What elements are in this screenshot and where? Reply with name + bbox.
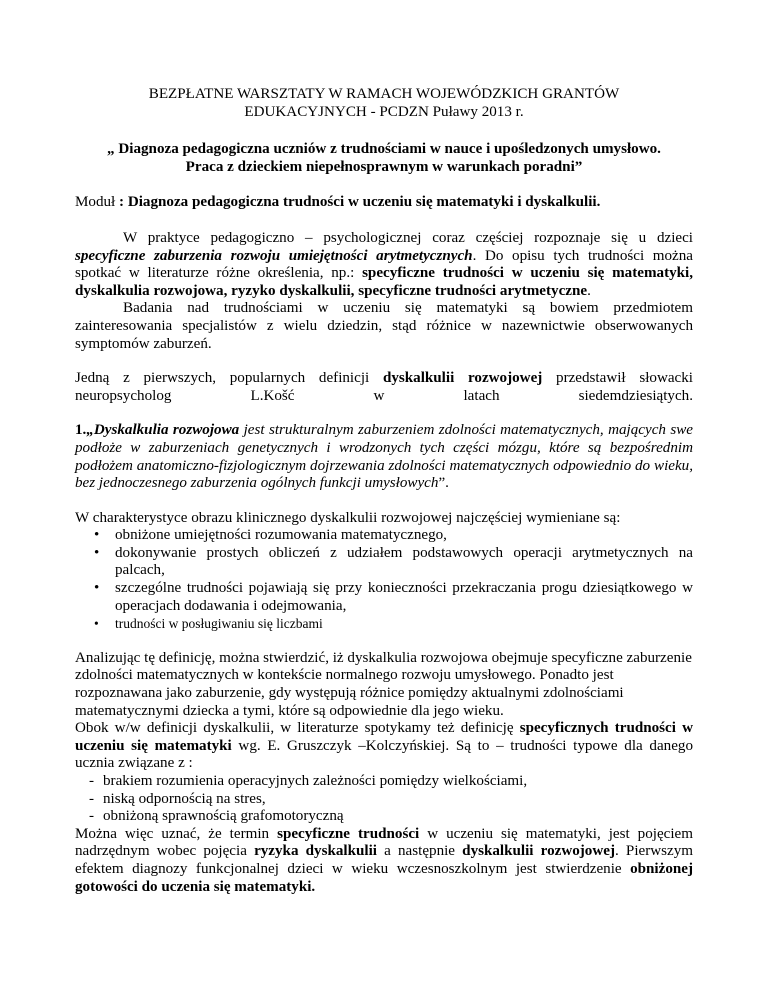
specific-difficulties-paragraph (75, 720, 693, 773)
dash-icon: - (89, 808, 95, 825)
list-item-text: obniżone umiejętności rozumowania matematycznego, (115, 527, 447, 544)
bullet-icon: • (94, 544, 100, 561)
list-item (75, 808, 693, 826)
list-item (75, 527, 693, 545)
intro-paragraph (75, 230, 693, 300)
conclusion-text-2: w uczeniu się matematyki, jest pojęciem nadrzędnym wobec pojęcia (75, 825, 693, 860)
list-item (75, 773, 693, 791)
conclusion-paragraph (75, 826, 693, 896)
bullet-icon: • (94, 616, 99, 632)
list-item-text: obniżoną sprawnością grafomotoryczną (103, 808, 344, 825)
dash-icon: - (89, 790, 95, 807)
conclusion-term-2: ryzyka dyskalkulii (254, 843, 377, 860)
conclusion-text-3: a następnie (376, 843, 463, 860)
bullet-icon: • (94, 527, 100, 544)
header-title (75, 86, 693, 121)
definition-quote-open: „ (86, 422, 94, 439)
definition-paragraph (75, 422, 693, 492)
definition-term: Dyskalkulia rozwojowa (93, 422, 240, 439)
specific-term: specyficznych trudności w uczeniu się matematyki (75, 720, 693, 754)
specific-text-2: wg. E. Gruszczyk –Kolczyńskiej. Są to – trudności typowe dla danego ucznia związane z : (75, 737, 693, 772)
conclusion-term-4: obniżonej gotowości do uczenia się matematyki. (75, 860, 693, 895)
characteristics-list (75, 527, 693, 633)
analysis-paragraph: Analizując tę definicję, można stwierdzić, iż dyskalkulia rozwojowa obejmuje specyficzne zaburzenie zdolności matematycznych w kontekście normalnego rozwoju umysłowego. Ponadto jest rozpoznawana jako zaburzenie, gdy występują różnice pomiędzy aktualnymi zdolnościami matematycznymi dziecka a tymi, które są odpowiednie dla jego wieku. (75, 649, 692, 719)
intro-text-3: . (587, 282, 591, 299)
conclusion-term-1: specyficzne trudności (277, 825, 420, 842)
header-line-1: BEZPŁATNE WARSZTATY W RAMACH WOJEWÓDZKICH GRANTÓW (148, 86, 620, 102)
definition-number: 1. (75, 422, 87, 439)
definition-intro-text-1: Jedną z pierwszych, popularnych definicji (75, 370, 383, 387)
list-item-text: niską odpornością na stres, (103, 790, 266, 807)
definition-intro-text-2: przedstawił słowacki neuropsycholog L.Košć w latach siedemdziesiątych. (75, 370, 693, 404)
list-item-text: szczególne trudności pojawiają się przy konieczności przekraczania progu dziesiątkowego w operacjach dodawania i odejmowania, (115, 580, 693, 614)
subtitle-line-1: „ Diagnoza pedagogiczna uczniów z trudnościami w nauce i upośledzonych umysłowo. (107, 141, 661, 158)
document-page (75, 0, 693, 896)
module-label: Moduł (75, 194, 120, 211)
specific-text-1: Obok w/w definicji dyskalkulii, w literaturze spotykamy też definicję (75, 720, 520, 737)
dash-icon: - (89, 773, 95, 789)
intro-terms-list: specyficzne trudności w uczeniu się matematyki, dyskalkulia rozwojowa, ryzyko dyskalkulii, specyficzne trudności arytmetyczne (75, 265, 693, 299)
conclusion-text-1: Można więc uznać, że termin (75, 825, 278, 842)
module-title: : Diagnoza pedagogiczna trudności w uczeniu się matematyki i dyskalkulii. (119, 194, 601, 211)
conclusion-term-3: dyskalkulii rozwojowej (462, 843, 615, 860)
list-item (75, 791, 693, 809)
list-item-text: brakiem rozumienia operacyjnych zależności pomiędzy wielkościami, (103, 773, 528, 789)
module-heading (75, 194, 693, 212)
intro-text-2: . Do opisu tych trudności można spotkać w literaturze różne określenia, np.: (75, 247, 693, 282)
characteristics-intro: W charakterystyce obrazu klinicznego dyskalkulii rozwojowej najczęściej wymieniane są: (75, 509, 621, 526)
definition-intro-term: dyskalkulii rozwojowej (382, 370, 543, 387)
workshop-subtitle (75, 141, 693, 176)
definition-intro-paragraph (75, 370, 693, 405)
difficulties-list (75, 773, 693, 826)
list-item-text: trudności w posługiwaniu się liczbami (115, 616, 323, 632)
header-line-2: EDUKACYJNYCH - PCDZN Puławy 2013 r. (244, 103, 524, 120)
bullet-icon: • (94, 580, 100, 597)
definition-quote-close: ”. (438, 475, 449, 492)
subtitle-line-2: Praca z dzieckiem niepełnosprawnym w warunkach poradni” (185, 158, 583, 175)
definition-text: jest strukturalnym zaburzeniem zdolności matematycznych, mających swe podłoże w zaburzeniach genetycznych i wrodzonych tych części mózgu, które są bezpośrednim podłożem anatomiczno-fizjologicznym dojrzewania zdolności matematycznych odpowiednio do wieku, bez jednoczesnego zaburzenia ogólnych funkcji umysłowych (75, 422, 693, 492)
research-paragraph: Badania nad trudnościami w uczeniu się matematyki są bowiem przedmiotem zainteresowania specjalistów z wielu dziedzin, stąd różnice w nazewnictwie obserwowanych symptomów zaburzeń. (75, 300, 693, 352)
intro-text-1: W praktyce pedagogiczno – psychologicznej coraz częściej rozpoznaje się u dzieci (123, 229, 693, 246)
list-item (75, 545, 693, 580)
list-item-text: dokonywanie prostych obliczeń z udziałem podstawowych operacji arytmetycznych na palcach, (115, 544, 693, 579)
list-item (75, 615, 693, 633)
list-item (75, 580, 693, 615)
intro-term-arithmetic: specyficzne zaburzenia rozwoju umiejętności arytmetycznych (75, 247, 473, 264)
conclusion-text-4: . Pierwszym efektem diagnozy funkcjonalnej dzieci w wieku wczesnoszkolnym jest stwierdzenie (75, 843, 693, 877)
